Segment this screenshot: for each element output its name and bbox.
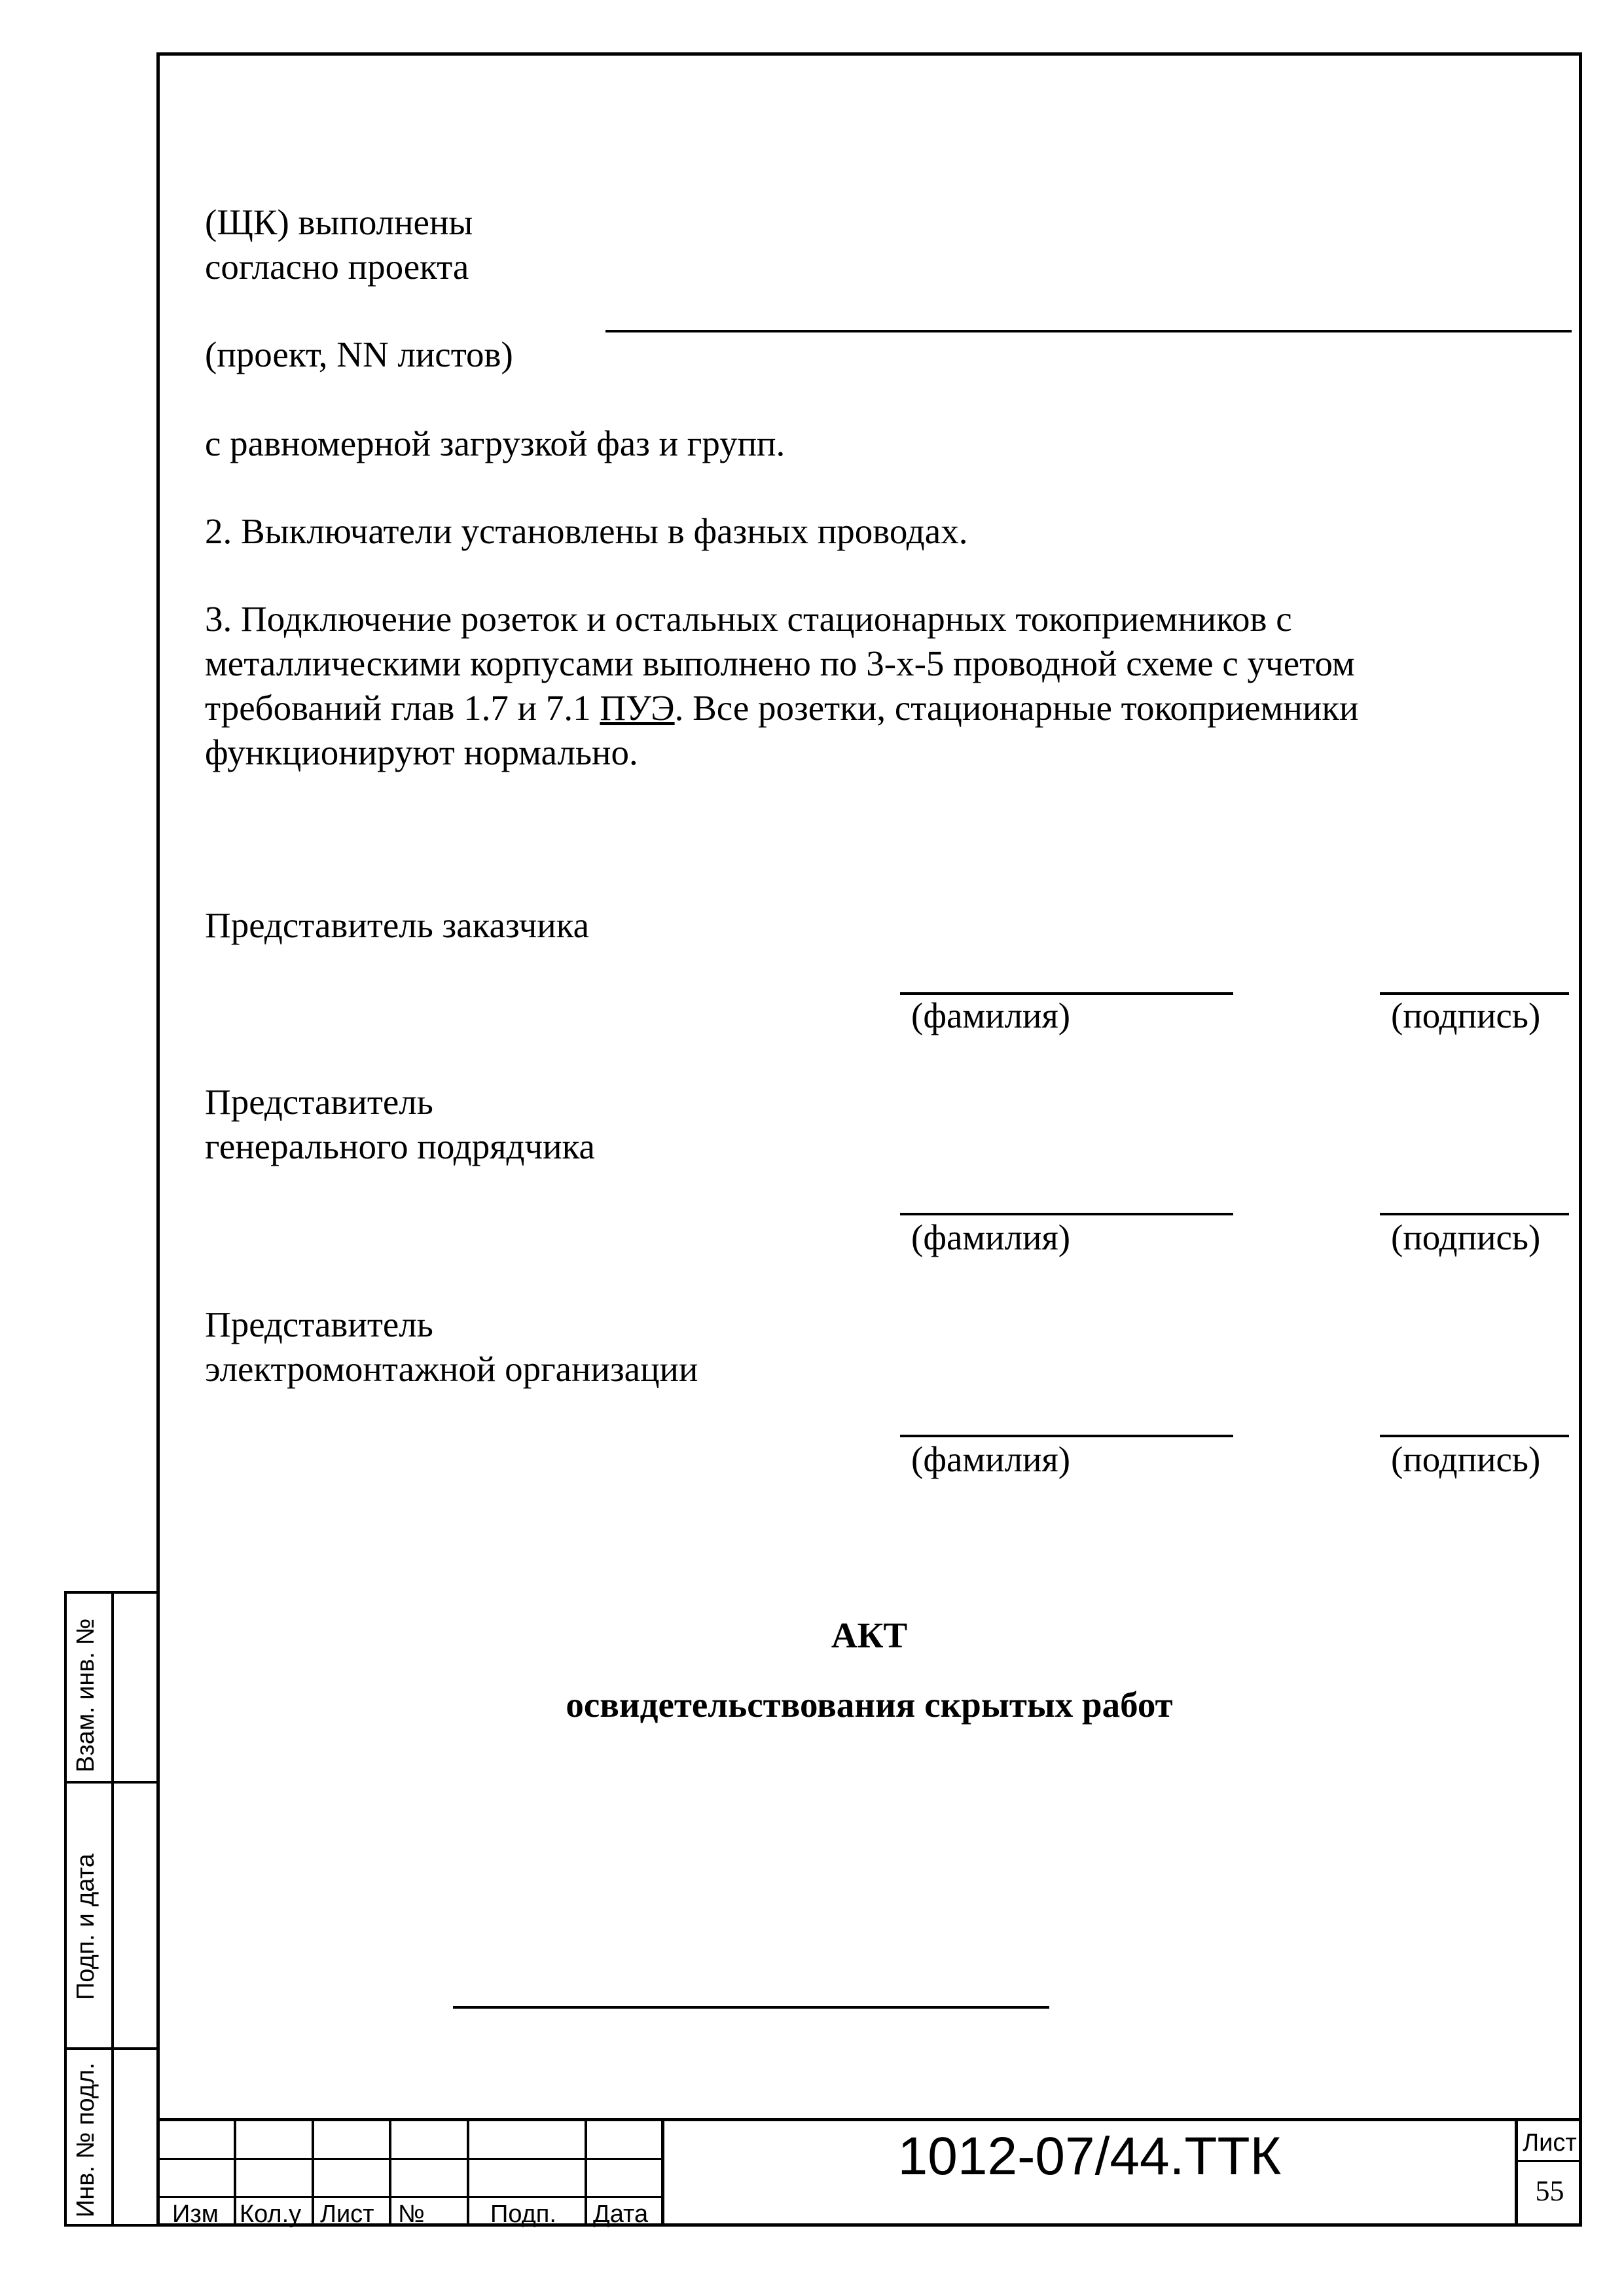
side-label-podp: Подп. и дата — [72, 1854, 99, 2000]
body-line-1: (ЩК) выполнены — [205, 202, 473, 242]
blank-underline — [453, 2006, 1049, 2009]
item-3-line-1: 3. Подключение розеток и остальных стационарных токоприемников с — [205, 599, 1292, 639]
project-underline — [605, 330, 1572, 332]
title-block-top — [156, 2118, 1582, 2121]
side-stamp-top — [64, 1591, 156, 1594]
document-code: 1012-07/44.ТТК — [897, 2126, 1282, 2186]
side-stamp-bottom — [64, 2224, 156, 2227]
body-line-4: с равномерной загрузкой фаз и групп. — [205, 423, 785, 463]
side-stamp-sep-2 — [64, 2047, 156, 2050]
pue-link[interactable]: ПУЭ — [600, 688, 675, 728]
side-label-vzam: Взам. инв. № — [72, 1618, 99, 1772]
title-block-col — [234, 2118, 236, 2227]
title-block-col — [467, 2118, 469, 2227]
signature-role-electrical-line-2: электромонтажной организации — [205, 1349, 698, 1389]
sign-caption: (подпись) — [1391, 1217, 1541, 1257]
side-stamp-divider — [111, 1591, 114, 2227]
header-list: Лист — [320, 2200, 374, 2228]
item-3-line-3-end: . Все розетки, стационарные токоприемники — [674, 688, 1359, 728]
signature-role-general-contractor-line-2: генерального подрядчика — [205, 1126, 595, 1166]
header-number: № — [398, 2200, 425, 2228]
sheet-number: 55 — [1535, 2175, 1564, 2207]
header-date: Дата — [593, 2200, 649, 2228]
body-line-2: согласно проекта — [205, 247, 469, 287]
item-3-line-4: функционируют нормально. — [205, 732, 638, 772]
act-subtitle: освидетельствования скрытых работ — [566, 1685, 1173, 1725]
sign-caption: (подпись) — [1391, 1439, 1541, 1479]
side-label-inv: Инв. № подл. — [72, 2062, 99, 2217]
title-block-col — [389, 2118, 391, 2227]
header-podp: Подп. — [490, 2200, 556, 2228]
name-caption: (фамилия) — [911, 996, 1071, 1035]
header-izm: Изм — [172, 2200, 219, 2228]
item-3-line-2: металлическими корпусами выполнено по 3-х-5 проводной схеме с учетом — [205, 643, 1355, 683]
title-block-col — [585, 2118, 587, 2227]
signature-role-customer: Представитель заказчика — [205, 905, 590, 945]
signature-role-electrical: Представитель — [205, 1304, 433, 1344]
sheet-cell-divider — [1515, 2160, 1582, 2162]
name-caption: (фамилия) — [911, 1217, 1071, 1257]
side-stamp-outer-left — [64, 1591, 67, 2227]
body-line-3: (проект, NN листов) — [205, 334, 513, 374]
act-title: АКТ — [831, 1615, 908, 1655]
sign-caption: (подпись) — [1391, 996, 1541, 1035]
header-kol: Кол.у — [240, 2200, 302, 2228]
name-caption: (фамилия) — [911, 1439, 1071, 1479]
item-3-line-3-start: требований глав 1.7 и 7.1 — [205, 688, 600, 728]
side-stamp-sep-1 — [64, 1781, 156, 1784]
title-block-col — [312, 2118, 314, 2227]
sheet-label: Лист — [1523, 2129, 1577, 2157]
item-3-line-3 — [205, 686, 1359, 730]
signature-role-general-contractor: Представитель — [205, 1082, 433, 1122]
item-2: 2. Выключатели установлены в фазных проводах. — [205, 511, 968, 551]
